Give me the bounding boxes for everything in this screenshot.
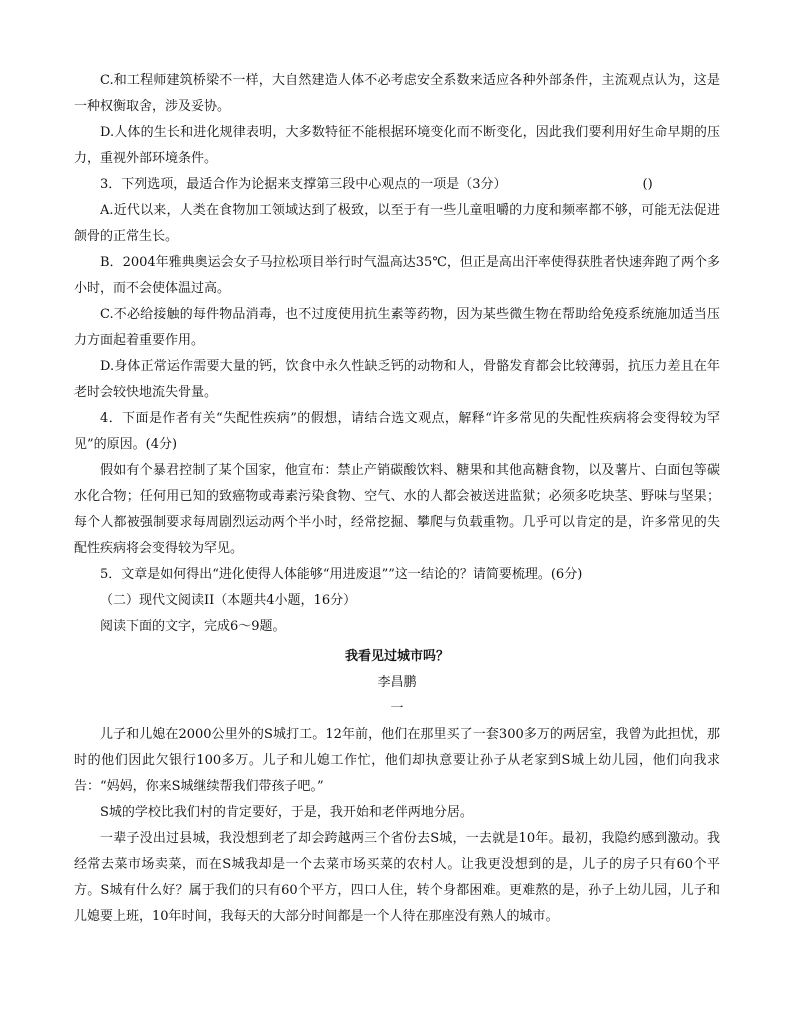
article-author: 李昌鹏 <box>377 675 417 690</box>
article-paragraph: 儿子和儿媳在2000公里外的S城打工。12年前，他们在那里买了一套300多万的两居室，我曾为此担忧，那时的他们因此欠银行100多万。儿子和儿媳工作忙，他们却执意要让孙子从老家到S城上幼儿园，他们向我求告：“妈妈，你来S城继续帮我们带孩子吧。” <box>74 727 720 794</box>
option-d-paragraph: D.人体的生长和进化规律表明，大多数特征不能根据环境变化而不断变化，因此我们要利用好生命早期的压力，重视外部环境条件。 <box>74 125 720 166</box>
question-4-passage: 假如有个暴君控制了某个国家，他宣布：禁止产销碳酸饮料、糖果和其他高糖食物，以及薯片、白面包等碳水化合物；任何用已知的致癌物或毒素污染食物、空气、水的人都会被送进监狱；必须多吃块茎、野味与坚果；每个人都被强制要求每周剧烈运动两个半小时，经常挖掘、攀爬与负载重物。几乎可以肯定的是，许多常见的失配性疾病将会变得较为罕见。 <box>74 463 720 556</box>
article-title: 我看见过城市吗？ <box>344 649 449 664</box>
section-2-instruction: 阅读下面的文字，完成6～9题。 <box>100 619 286 634</box>
document-page <box>74 68 720 930</box>
question-4-stem: 4．下面是作者有关“失配性疾病”的假想，请结合选文观点，解释“许多常见的失配性疾病将会变得较为罕见”的原因。(4分) <box>74 411 720 452</box>
question-3-option-c: C.不必给接触的每件物品消毒，也不过度使用抗生素等药物，因为某些微生物在帮助给免疫系统施加适当压力方面起着重要作用。 <box>74 307 720 348</box>
question-3-text: 3．下列选项，最适合作为论据来支撑第三段中心观点的一项是（3分） <box>100 177 507 192</box>
article-part-number: 一 <box>390 701 404 716</box>
article-paragraph: S城的学校比我们村的肯定要好，于是，我开始和老伴两地分居。 <box>100 805 473 820</box>
section-2-heading: （二）现代文阅读II（本题共4小题，16分） <box>100 593 357 608</box>
question-3-stem <box>74 172 720 198</box>
article-paragraph: 一辈子没出过县城，我没想到老了却会跨越两三个省份去S城，一去就是10年。最初，我隐约感到激动。我经常去菜市场卖菜，而在S城我却是一个去菜市场买菜的农村人。让我更没想到的是，儿子的房子只有60个平方。S城有什么好？属于我们的只有60个平方，四口人住，转个身都困难。更难熬的是，孙子上幼儿园，儿子和儿媳要上班，10年时间，我每天的大部分时间都是一个人待在那座没有熟人的城市。 <box>74 831 720 924</box>
answer-bracket[interactable]: () <box>642 177 653 192</box>
question-5-stem: 5．文章是如何得出“进化使得人体能够“用进废退””这一结论的？请简要梳理。(6分) <box>100 567 583 582</box>
option-c-paragraph: C.和工程师建筑桥梁不一样，大自然建造人体不必考虑安全系数来适应各种外部条件，主流观点认为，这是一种权衡取舍，涉及妥协。 <box>74 73 720 114</box>
question-3-option-a: A.近代以来，人类在食物加工领域达到了极致，以至于有一些儿童咀嚼的力度和频率都不够，可能无法促进颌骨的正常生长。 <box>74 203 720 244</box>
question-3-option-d: D.身体正常运作需要大量的钙，饮食中永久性缺乏钙的动物和人，骨骼发育都会比较薄弱，抗压力差且在年老时会较快地流失骨量。 <box>74 359 720 400</box>
question-3-option-b: B．2004年雅典奥运会女子马拉松项目举行时气温高达35℃，但正是高出汗率使得获胜者快速奔跑了两个多小时，而不会使体温过高。 <box>74 255 720 296</box>
